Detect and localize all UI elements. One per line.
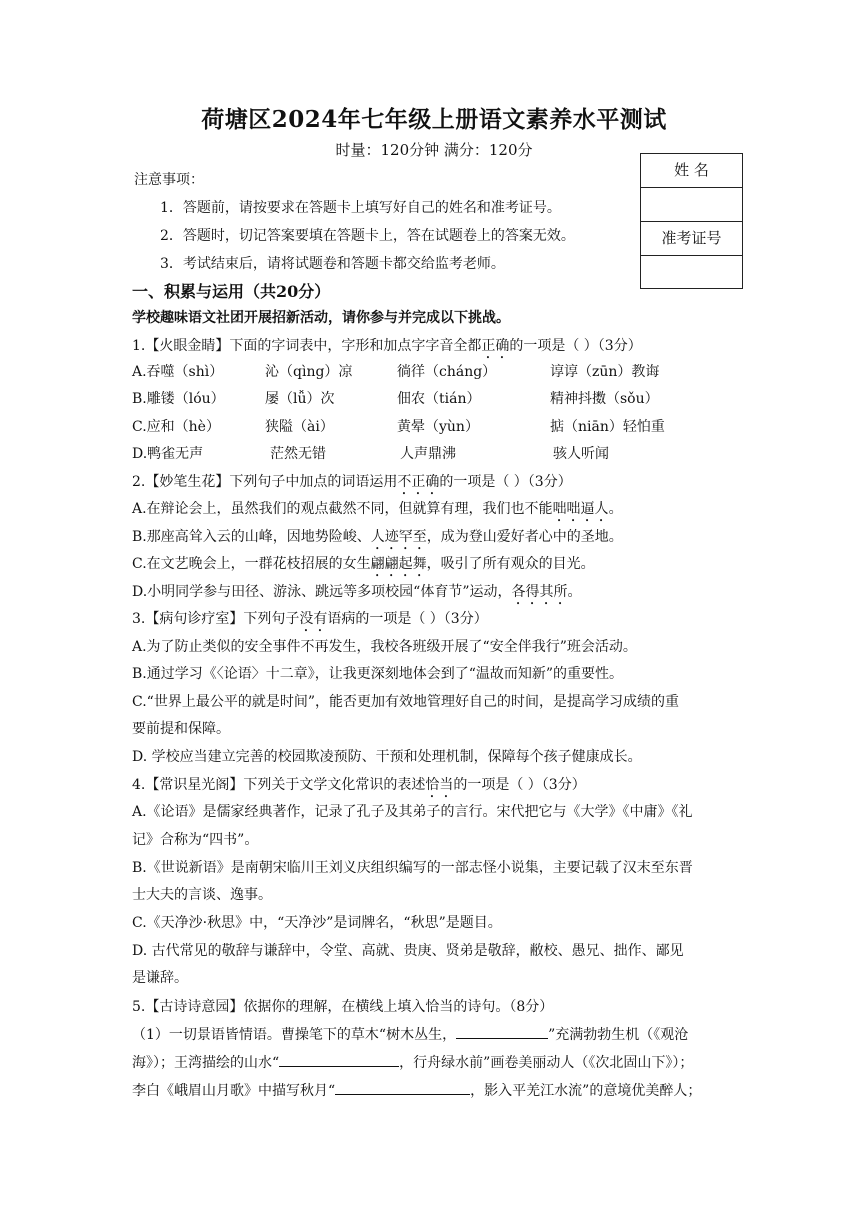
option-cell: 骇人听闻 [553, 446, 609, 462]
option-text: 。 [608, 501, 623, 517]
page-title: 荷塘区2024年七年级上册语文素养水平测试 [201, 106, 667, 133]
option-cell: 狭隘（ài） [265, 419, 334, 435]
question-4-option-b-cont: 士大夫的言谈、逸事。 [132, 887, 272, 903]
option-text: C.在文艺晚会上，一群花枝招展的女生 [132, 556, 371, 572]
option-cell: 徜徉（cháng） [397, 364, 497, 380]
exam-number-field[interactable] [641, 256, 742, 290]
exam-number-label: 准考证号 [641, 222, 742, 256]
candidate-info-box [640, 153, 743, 289]
option-cell: A.吞噬（shì） [132, 364, 224, 380]
dotted-phrase: 各得其所 [511, 584, 568, 600]
option-cell: D.鸭雀无声 [132, 446, 204, 462]
question-5-stem: 5.【古诗诗意园】依据你的理解，在横线上填入恰当的诗句。（8分） [132, 999, 554, 1015]
exam-time-score: 时量：120分钟 满分：120分 [335, 141, 533, 159]
answer-blank-3[interactable] [335, 1080, 470, 1095]
option-cell: 黄晕（yùn） [397, 419, 479, 435]
question-4-option-a-cont: 记》合称为“四书”。 [132, 832, 259, 848]
poem-text: ，影入平羌江水流”的意境优美醉人； [470, 1083, 702, 1099]
question-4-option-d[interactable]: D. 古代常见的敬辞与谦辞中，令堂、高就、贵庚、贤弟是敬辞，敝校、愚兄、拙作、鄙见 [132, 943, 684, 959]
poem-text: ，行舟绿水前”画卷美丽动人（《次北固山下》）； [399, 1055, 694, 1071]
question-4-option-d-cont: 是谦辞。 [132, 970, 188, 986]
poem-text: 海》）；王湾描绘的山水“ [132, 1055, 280, 1071]
option-cell: 人声鼎沸 [400, 446, 456, 462]
question-1-stem-text: 1.【火眼金睛】下面的字词表中，字形和加点字字音全都 [132, 338, 482, 354]
question-1-option-a[interactable] [132, 361, 732, 381]
question-1-emphasis: 正确 [481, 338, 510, 354]
poem-text: ”充满勃勃生机（《观沧 [548, 1027, 689, 1043]
question-2-option-d[interactable] [132, 581, 582, 608]
question-2-option-a[interactable] [132, 498, 623, 525]
option-text: ，吸引了所有观众的目光。 [426, 556, 595, 572]
poem-text: 李白《峨眉山月歌》中描写秋月“ [132, 1083, 336, 1099]
question-3-stem [132, 608, 488, 635]
question-5-line-3 [132, 1080, 701, 1100]
dotted-phrase: 人迹罕至 [370, 529, 427, 545]
option-cell: 精神抖擞（sǒu） [550, 391, 659, 407]
option-text: D.小明同学参与田径、游泳、跳远等多项校园“体育节”运动， [132, 584, 512, 600]
question-1-option-b[interactable] [132, 388, 732, 408]
question-4-stem-text: 4.【常识星光阁】下列关于文学文化常识的表述 [132, 777, 426, 793]
section-heading: 一、积累与运用（共20分） [132, 282, 331, 301]
question-1-option-c[interactable] [132, 416, 732, 436]
question-4-option-a[interactable]: A.《论语》是儒家经典著作，记录了孔子及其弟子的言行。宋代把它与《大学》《中庸》《礼 [132, 804, 693, 820]
option-cell: 谆谆（zūn）教诲 [550, 364, 660, 380]
option-cell: 茫然无错 [270, 446, 326, 462]
option-cell: 佃农（tián） [397, 391, 481, 407]
question-4-stem-tail: 的一项是（ ）（3分） [453, 777, 586, 793]
question-3-stem-text: 3.【病句诊疗室】下列句子 [132, 611, 300, 627]
question-5-line-1 [132, 1024, 688, 1044]
question-4-option-c[interactable]: C.《天净沙·秋思》中，“天净沙”是词牌名，“秋思”是题目。 [132, 915, 502, 931]
question-2-stem-text: 2.【妙笔生花】下列句子中加点的词语运用 [132, 474, 398, 490]
question-3-emphasis: 没有 [299, 611, 328, 627]
question-3-option-d[interactable]: D. 学校应当建立完善的校园欺凌预防、干预和处理机制，保障每个孩子健康成长。 [132, 749, 642, 765]
name-field[interactable] [641, 188, 742, 222]
notice-heading: 注意事项： [134, 172, 204, 188]
option-cell: 掂（niān）轻怕重 [550, 419, 665, 435]
dotted-phrase: 翩翩起舞 [370, 556, 427, 572]
dotted-phrase: 咄咄逼人 [552, 501, 609, 517]
question-4-option-b[interactable]: B.《世说新语》是南朝宋临川王刘义庆组织编写的一部志怪小说集，主要记载了汉末至东晋 [132, 860, 693, 876]
question-1-option-d[interactable] [132, 443, 732, 463]
question-4-emphasis: 恰当 [425, 777, 454, 793]
option-text: 。 [567, 584, 582, 600]
notice-item-3: 3．考试结束后，请将试题卷和答题卡都交给监考老师。 [160, 256, 505, 272]
option-cell: B.雕镂（lóu） [132, 391, 225, 407]
question-3-option-b[interactable]: B.通过学习《〈论语〉十二章》，让我更深刻地体会到了“温故而知新”的重要性。 [132, 666, 624, 682]
notice-item-2: 2．答题时，切记答案要填在答题卡上，答在试题卷上的答案无效。 [160, 228, 575, 244]
question-5-line-2 [132, 1052, 693, 1072]
notice-item-1: 1．答题前，请按要求在答题卡上填写好自己的姓名和准考证号。 [160, 200, 561, 216]
question-2-option-b[interactable] [132, 526, 623, 553]
question-3-option-a[interactable]: A.为了防止类似的安全事件不再发生，我校各班级开展了“安全伴我行”班会活动。 [132, 639, 637, 655]
option-cell: 沁（qìng）凉 [265, 364, 353, 380]
question-2-stem [132, 471, 572, 498]
answer-blank-1[interactable] [456, 1024, 548, 1039]
question-2-stem-tail: 的一项是（ ）（3分） [439, 474, 572, 490]
name-label: 姓 名 [641, 154, 742, 188]
question-3-stem-tail: 语病的一项是（ ）（3分） [327, 611, 488, 627]
poem-text: （1）一切景语皆情语。曹操笔下的草木“树木丛生， [132, 1027, 457, 1043]
option-text: B.那座高耸入云的山峰，因地势险峻、 [132, 529, 371, 545]
question-1-stem [132, 335, 642, 362]
question-3-option-c[interactable]: C.“世界上最公平的就是时间”，能否更加有效地管理好自己的时间，是提高学习成绩的重 [132, 694, 679, 710]
option-cell: C.应和（hè） [132, 419, 220, 435]
question-3-option-c-cont: 要前提和保障。 [132, 721, 230, 737]
answer-blank-2[interactable] [279, 1052, 399, 1067]
option-cell: 屡（lǚ）次 [265, 391, 335, 407]
section-intro: 学校趣味语文社团开展招新活动，请你参与并完成以下挑战。 [132, 310, 510, 326]
option-text: A.在辩论会上，虽然我们的观点截然不同，但就算有理，我们也不能 [132, 501, 553, 517]
option-text: ，成为登山爱好者心中的圣地。 [426, 529, 623, 545]
question-1-stem-tail: 的一项是（ ）（3分） [509, 338, 642, 354]
question-2-emphasis: 不正确 [397, 474, 440, 490]
question-2-option-c[interactable] [132, 553, 595, 580]
question-4-stem [132, 774, 586, 801]
